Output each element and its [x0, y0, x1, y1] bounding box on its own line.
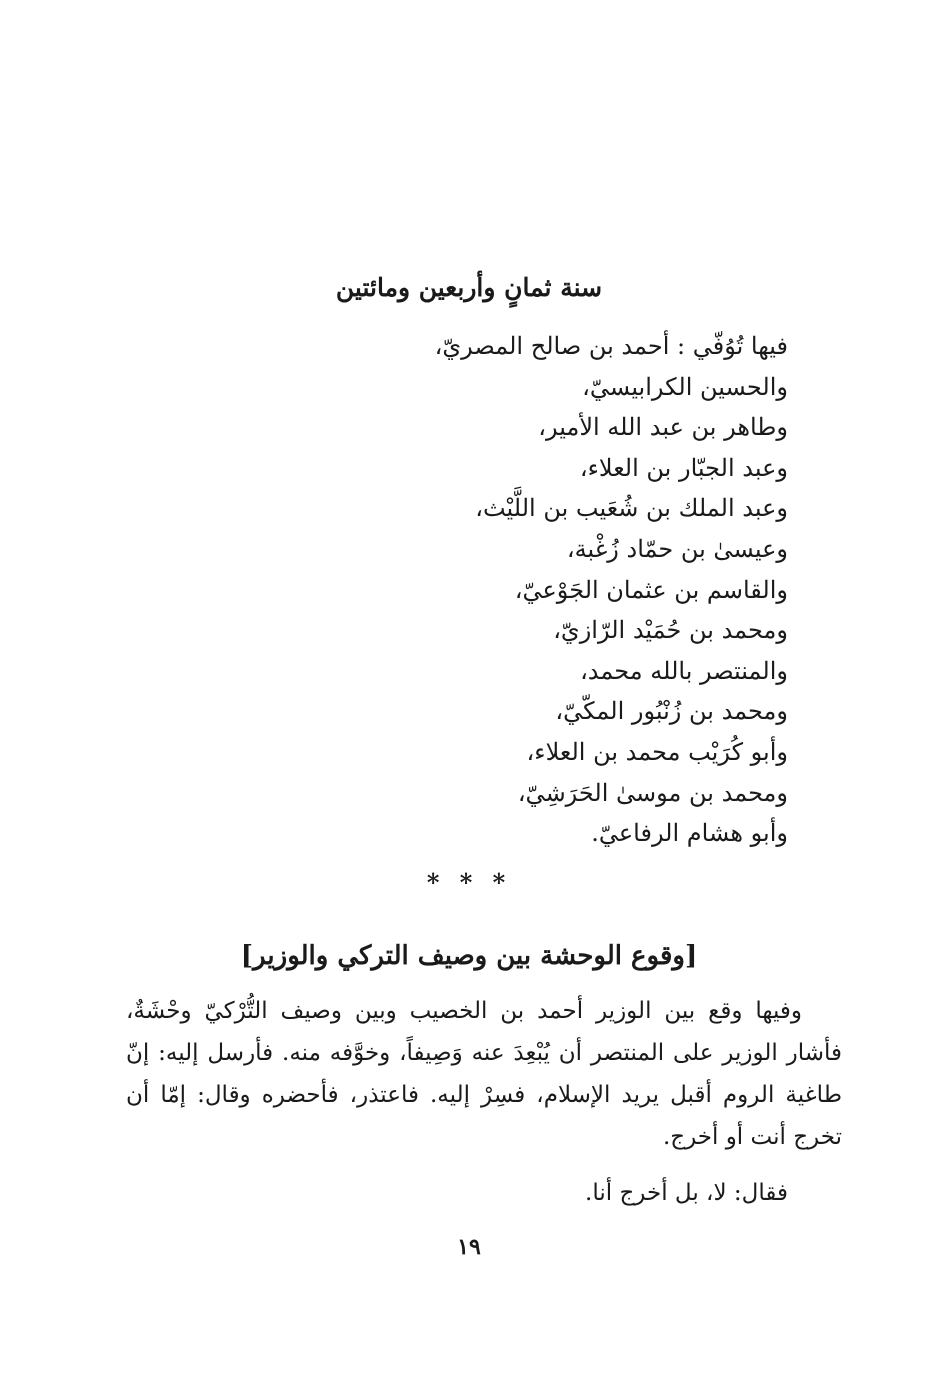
page-number: ١٩	[457, 1234, 481, 1260]
list-item: فيها تُوُفّي : أحمد بن صالح المصريّ،	[434, 332, 788, 360]
list-item: والحسين الكرابيسيّ،	[582, 372, 788, 401]
list-item: وعيسىٰ بن حمّاد زُغْبة،	[566, 534, 788, 563]
list-item: وطاهر بن عبد الله الأمير،	[538, 413, 788, 442]
section-title: سنة ثمانٍ وأربعين ومائتين	[335, 273, 603, 302]
body-paragraph: وفيها وقع بين الوزير أحمد بن الخصيب وبين وصيف التُّرْكيّ وحْشَةٌ، فأشار الوزير على المنتصر أن يُبْعِدَ عنه وَصِيفاً، وخوَّفه منه. فأرسل إليه: إنّ طاغية الروم أقبل يريد الإسلام، فسِرْ إليه. فاعتذر، فأحضره وقال: إمّا أن تخرج أنت أو أخرج.	[126, 998, 842, 1150]
section-divider: * * *	[426, 868, 512, 897]
list-item: ومحمد بن زُنْبُور المكّيّ،	[555, 697, 788, 726]
list-item: وأبو كُرَيْب محمد بن العلاء،	[526, 737, 788, 766]
reply-paragraph: فقال: لا، بل أخرج أنا.	[585, 1180, 788, 1206]
list-item: ومحمد بن حُمَيْد الرّازيّ،	[553, 616, 788, 645]
list-item: وعبد الجبّار بن العلاء،	[579, 453, 788, 482]
list-item: وعبد الملك بن شُعَيب بن اللَّيْث،	[475, 494, 788, 523]
sub-heading: [وقوع الوحشة بين وصيف التركي والوزير]	[240, 941, 698, 971]
list-item: والقاسم بن عثمان الجَوْعيّ،	[514, 575, 788, 604]
list-item: وأبو هشام الرفاعيّ.	[591, 819, 788, 848]
list-item: ومحمد بن موسىٰ الحَرَشِيّ،	[517, 778, 788, 807]
deaths-list	[268, 326, 788, 854]
list-item: والمنتصر بالله محمد،	[580, 656, 788, 685]
